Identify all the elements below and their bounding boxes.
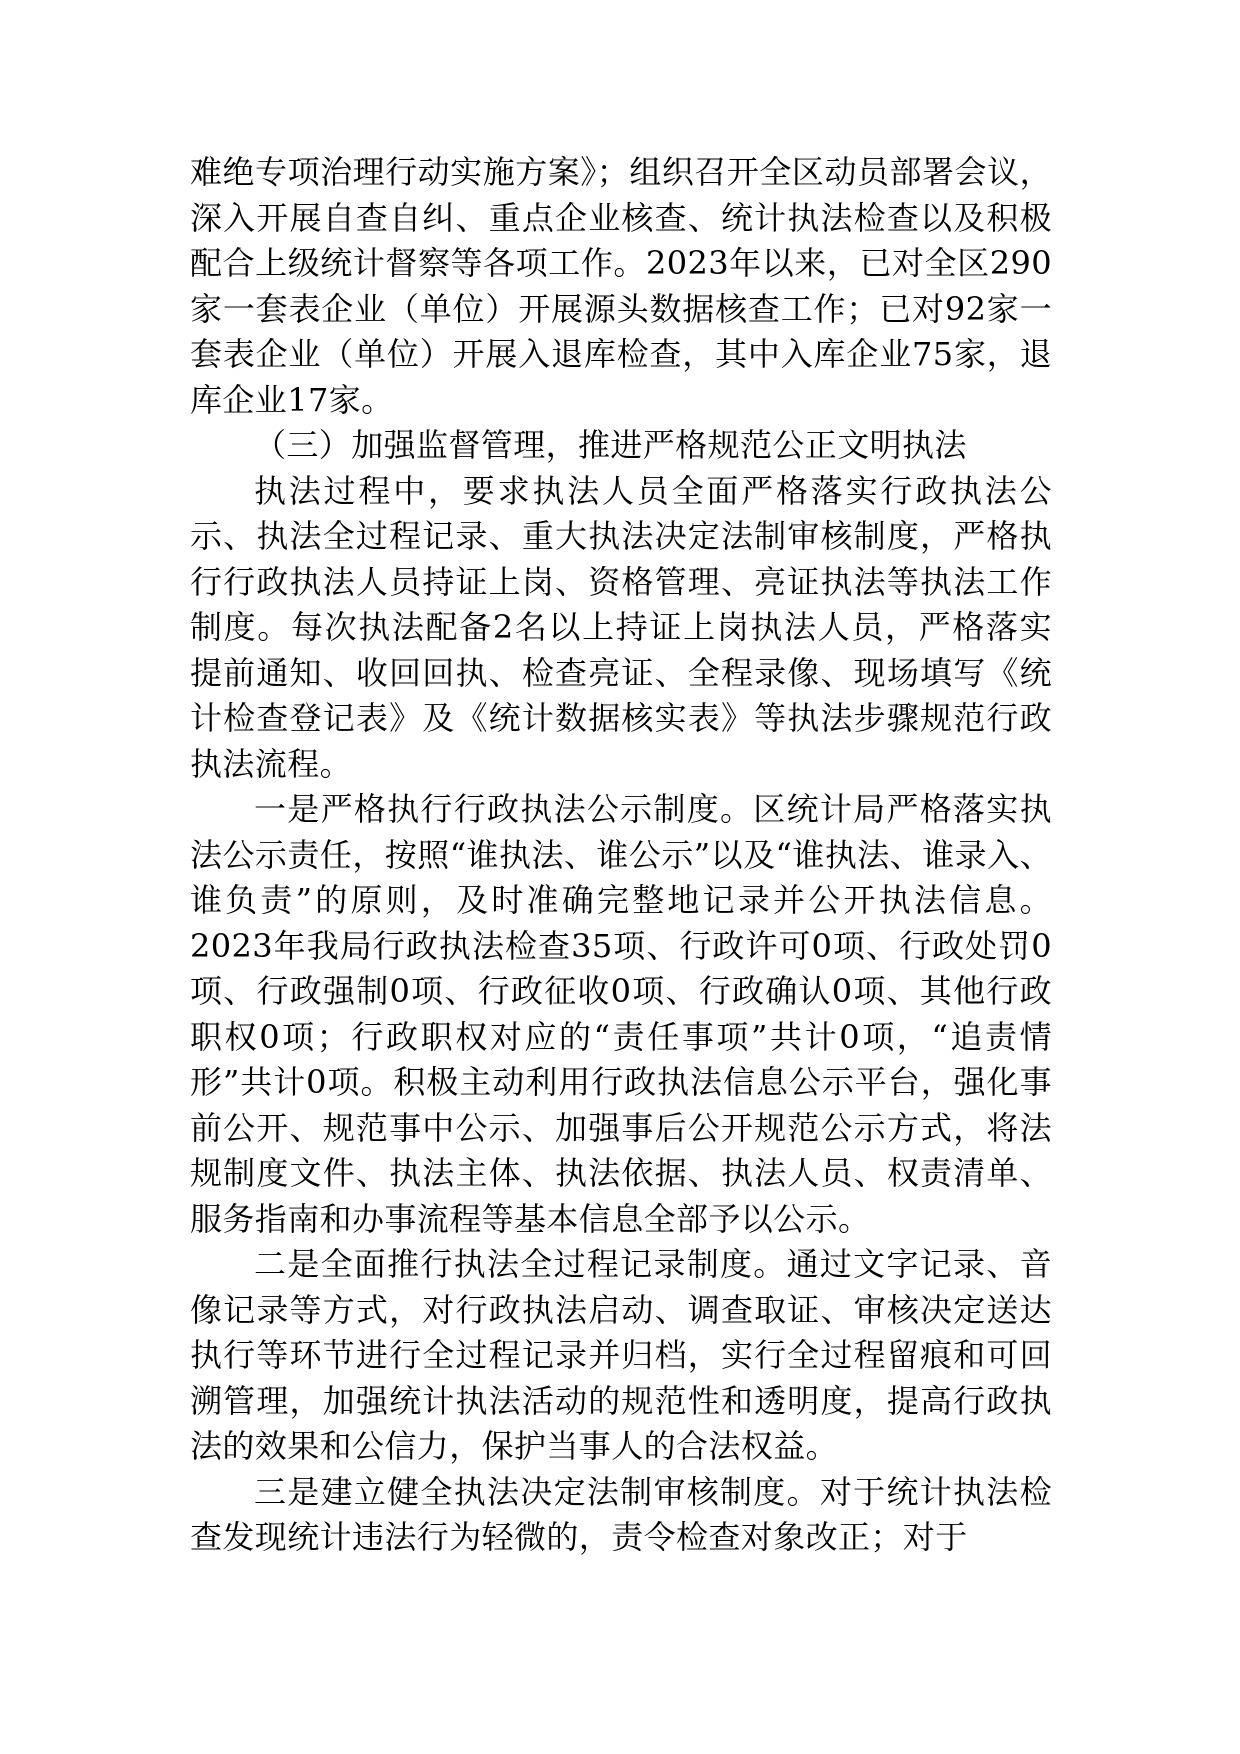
- paragraph-continuation: 难绝专项治理行动实施方案》；组织召开全区动员部署会议，深入开展自查自纠、重点企业核查、统计执法检查以及积极配合上级统计督察等各项工作。2023年以来，已对全区290家一套表企业（单位）开展源头数据核查工作；已对92家一套表企业（单位）开展入退库检查，其中入库企业75家，退库企业17家。: [190, 153, 1052, 419]
- paragraph: 二是全面推行执法全过程记录制度。通过文字记录、音像记录等方式，对行政执法启动、调查取证、审核决定送达执行等环节进行全过程记录并归档，实行全过程留痕和可回溯管理，加强统计执法活动的规范性和透明度，提高行政执法的效果和公信力，保护当事人的合法权益。: [190, 1245, 1052, 1465]
- paragraph: 三是建立健全执法决定法制审核制度。对于统计执法检查发现统计违法行为轻微的，责令检查对象改正；对于: [190, 1472, 1052, 1556]
- paragraph: 执法过程中，要求执法人员全面严格落实行政执法公示、执法全过程记录、重大执法决定法制审核制度，严格执行行政执法人员持证上岗、资格管理、亮证执法等执法工作制度。每次执法配备2名以上持证上岗执法人员，严格落实提前通知、收回回执、检查亮证、全程录像、现场填写《统计检查登记表》及《统计数据核实表》等执法步骤规范行政执法流程。: [190, 471, 1052, 783]
- document-page: [190, 150, 1052, 1561]
- section-heading: （三）加强监督管理，推进严格规范公正文明执法: [254, 426, 967, 464]
- paragraph: 一是严格执行行政执法公示制度。区统计局严格落实执法公示责任，按照“谁执法、谁公示”以及“谁执法、谁录入、谁负责”的原则，及时准确完整地记录并公开执法信息。2023年我局行政执法检查35项、行政许可0项、行政处罚0项、行政强制0项、行政征收0项、行政确认0项、其他行政职权0项；行政职权对应的“责任事项”共计0项，“追责情形”共计0项。积极主动利用行政执法信息公示平台，强化事前公开、规范事中公示、加强事后公开规范公示方式，将法规制度文件、执法主体、执法依据、执法人员、权责清单、服务指南和办事流程等基本信息全部予以公示。: [190, 790, 1052, 1238]
